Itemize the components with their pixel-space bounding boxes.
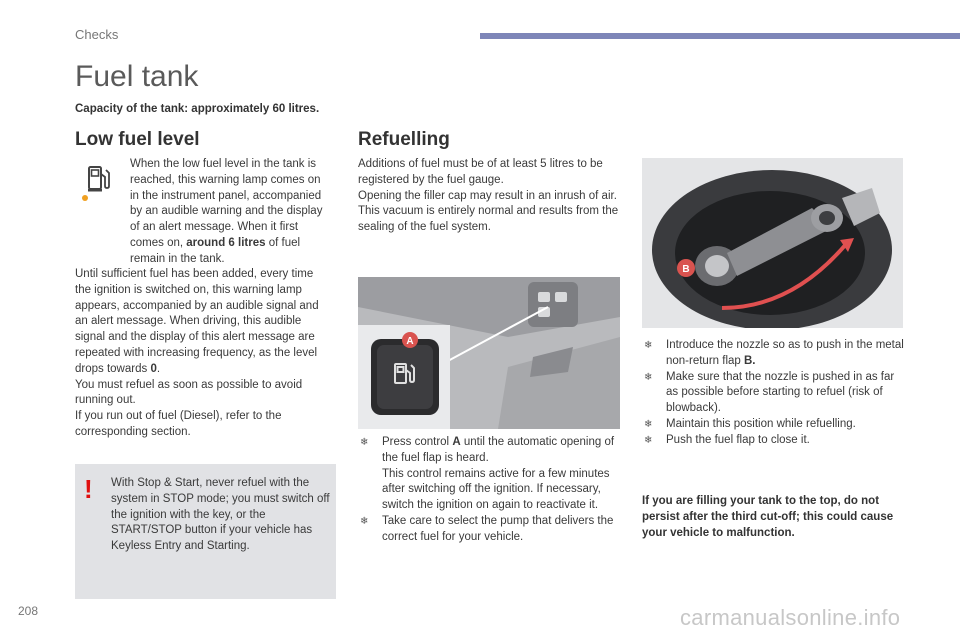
refuelling-steps-a bbox=[358, 435, 620, 546]
list-item: ❄ Push the fuel flap to close it. bbox=[642, 433, 904, 449]
label-a: A bbox=[406, 336, 414, 347]
warning-exclamation-icon: ! bbox=[84, 474, 93, 504]
list-item: ❄ Press control A until the automatic opening of the fuel flap is heard. This control remains active for a few minutes after switching off the ignition. If necessary, switch the ignition on again to reactivate it. bbox=[360, 436, 615, 512]
watermark: carmanualsonline.info bbox=[680, 605, 901, 630]
header-bar bbox=[480, 33, 960, 39]
refuelling-heading: Refuelling bbox=[358, 129, 450, 150]
page-number: 208 bbox=[18, 604, 39, 618]
list-item: ❄ Introduce the nozzle so as to push in the metal non-return flap B. bbox=[644, 339, 904, 367]
filler-neck-photo bbox=[642, 158, 903, 328]
warning-text: With Stop & Start, never refuel with the system in STOP mode; you must switch off the ignition with the key, or the START/STOP button if your vehicle has Keyless Entry and Starting. bbox=[111, 477, 330, 553]
page-title: Fuel tank bbox=[75, 60, 199, 93]
label-b: B bbox=[682, 264, 690, 275]
low-fuel-heading: Low fuel level bbox=[75, 129, 200, 150]
refuelling-steps-b bbox=[642, 338, 904, 449]
section-label: Checks bbox=[75, 27, 119, 42]
bullet-marker-icon: ❄ bbox=[644, 434, 653, 446]
capacity-note: Capacity of the tank: approximately 60 litres. bbox=[75, 103, 320, 115]
refuel-advice: You must refuel as soon as possible to avoid running out. bbox=[75, 378, 303, 407]
low-fuel-paragraph: When the low fuel level in the tank is reached, this warning lamp comes on in the instrument panel, accompanied by an audible warning and the display of an alert message. When it first comes on, around 6 litres of fuel remain in the tank. bbox=[130, 158, 323, 265]
bullet-marker-icon: ❄ bbox=[360, 437, 369, 448]
bullet-marker-icon: ❄ bbox=[360, 515, 369, 527]
bullet-marker-icon: ❄ bbox=[644, 418, 653, 430]
list-item: ❄ Maintain this position while refuelling. bbox=[642, 417, 904, 433]
run-out-note: If you run out of fuel (Diesel), refer to the corresponding section. bbox=[75, 410, 282, 438]
refuelling-intro: Additions of fuel must be of at least 5 litres to be registered by the fuel gauge. Opening the filler cap may result in an inrush of air. This vacuum is entirely normal and results from the sealing of the fuel system. bbox=[358, 158, 619, 234]
fuel-pump-icon bbox=[88, 165, 110, 193]
list-item: ❄ Make sure that the nozzle is pushed in as far as possible before starting to refuel (risk of blowback). bbox=[644, 370, 895, 415]
fuel-flap-control-photo bbox=[358, 277, 620, 429]
bullet-marker-icon: ❄ bbox=[644, 371, 653, 383]
warning-lamp-indicator bbox=[82, 195, 88, 201]
low-fuel-details: Until sufficient fuel has been added, every time the ignition is switched on, this warning lamp appears, accompanied by an audible signal and an alert message. When driving, this audible signal and the display of this alert message are repeated with increasing frequency, as the level drops towards 0. You must refuel as soon as possible to avoid running out. If you run out of fuel (Diesel), refer to the corresponding section. bbox=[75, 267, 325, 441]
bullet-marker-icon: ❄ bbox=[644, 340, 653, 351]
caution-note: If you are filling your tank to the top, do not persist after the third cut-off; this could cause your vehicle to malfunction. bbox=[642, 495, 894, 539]
list-item: ❄ Take care to select the pump that delivers the correct fuel for your vehicle. bbox=[360, 514, 614, 543]
